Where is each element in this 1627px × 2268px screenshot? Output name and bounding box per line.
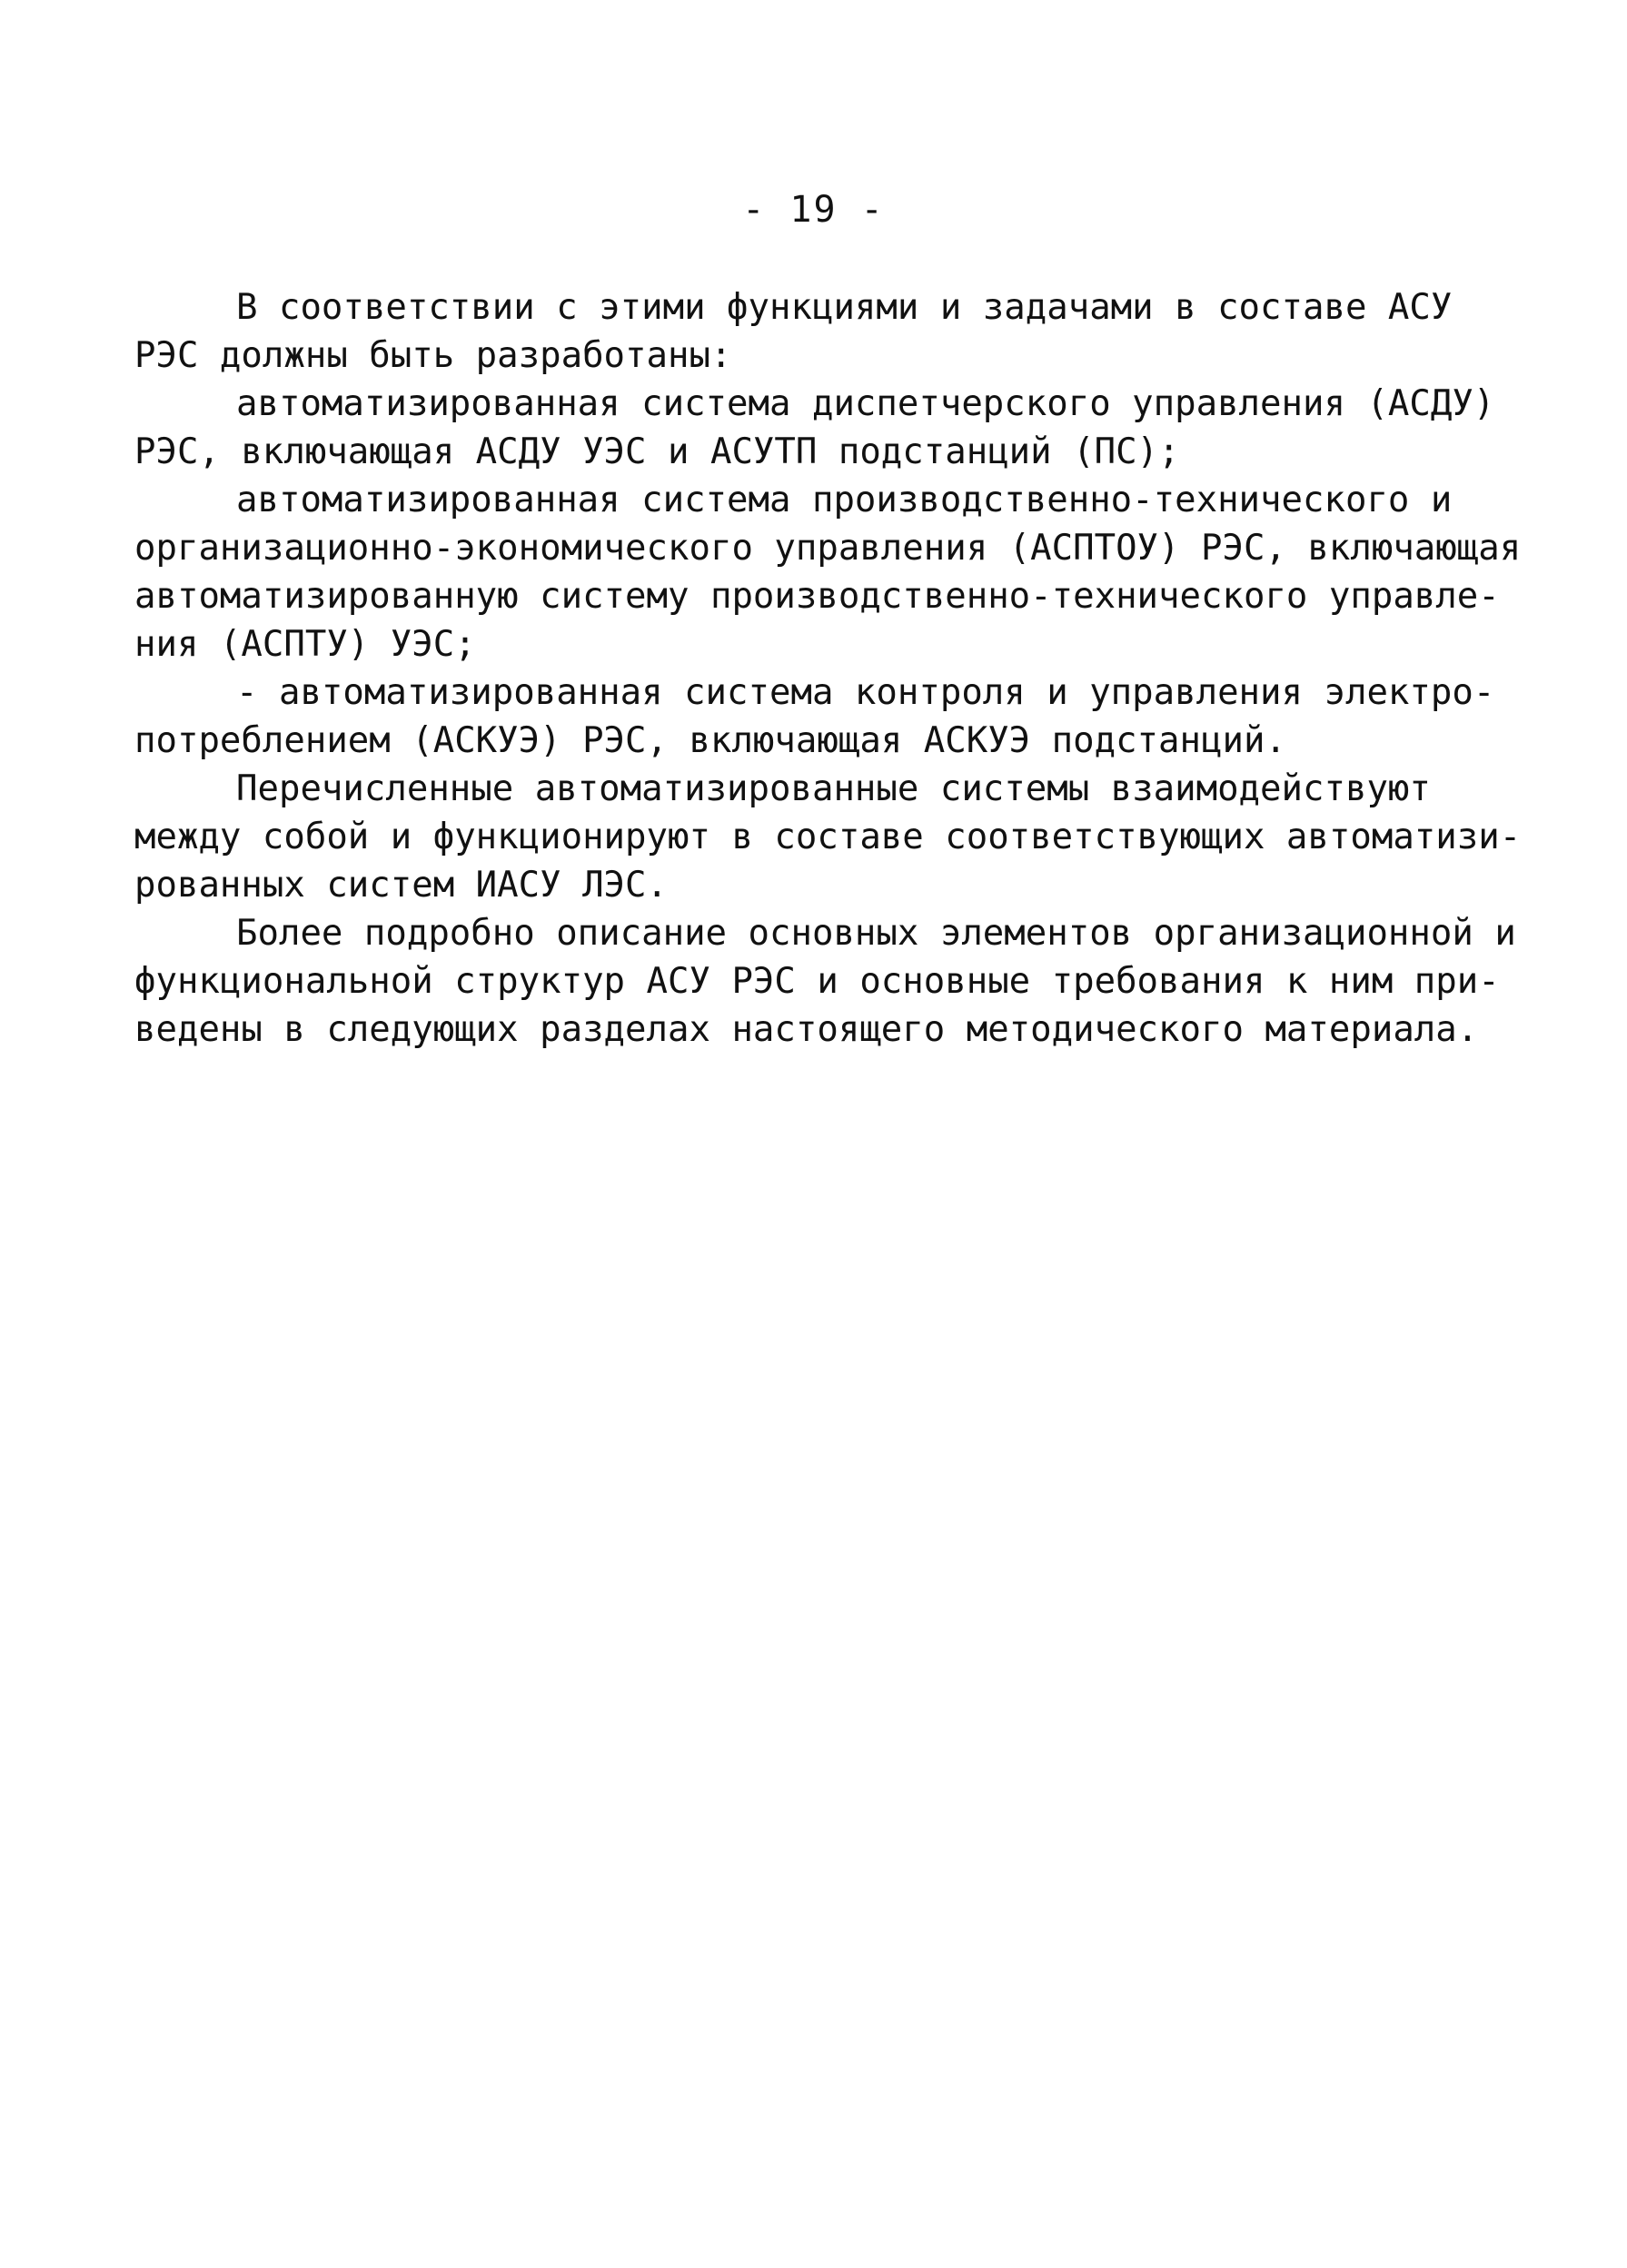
paragraph-6-line-2: функциональной структур АСУ РЭС и основные требования к ним при- [134, 961, 1500, 1002]
paragraph-3-line-2: организационно-экономического управления (АСПТОУ) РЭС, включающая [134, 528, 1522, 569]
paragraph-2-line-1: автоматизированная система диспетчерского управления (АСДУ) [236, 383, 1495, 424]
paragraph-3-line-1: автоматизированная система производственно-технического и [236, 480, 1453, 520]
paragraph-1-line-1: В соответствии с этими функциями и задачами в составе АСУ [236, 287, 1453, 328]
paragraph-4-line-1: - автоматизированная система контроля и управления электро- [236, 672, 1495, 713]
body-text [134, 283, 1522, 1054]
paragraph-3-line-3: автоматизированную систему производственно-технического управле- [134, 576, 1500, 617]
paragraph-6-line-1: Более подробно описание основных элементов организационной и [236, 913, 1516, 954]
paragraph-5-line-3: рованных систем ИАСУ ЛЭС. [134, 865, 668, 906]
paragraph-6-line-3: ведены в следующих разделах настоящего методического материала. [134, 1009, 1479, 1050]
paragraph-2-line-2: РЭС, включающая АСДУ УЭС и АСУТП подстанций (ПС); [134, 431, 1180, 472]
paragraph-3-line-4: ния (АСПТУ) УЭС; [134, 624, 476, 665]
paragraph-1-line-2: РЭС должны быть разработаны: [134, 335, 732, 376]
page-number: - 19 - [742, 189, 885, 231]
paragraph-5-line-1: Перечисленные автоматизированные системы взаимодействуют [236, 768, 1431, 809]
paragraph-4-line-2: потреблением (АСКУЭ) РЭС, включающая АСКУЭ подстанций. [134, 720, 1286, 761]
paragraph-5-line-2: между собой и функционируют в составе соответствующих автоматизи- [134, 817, 1522, 857]
